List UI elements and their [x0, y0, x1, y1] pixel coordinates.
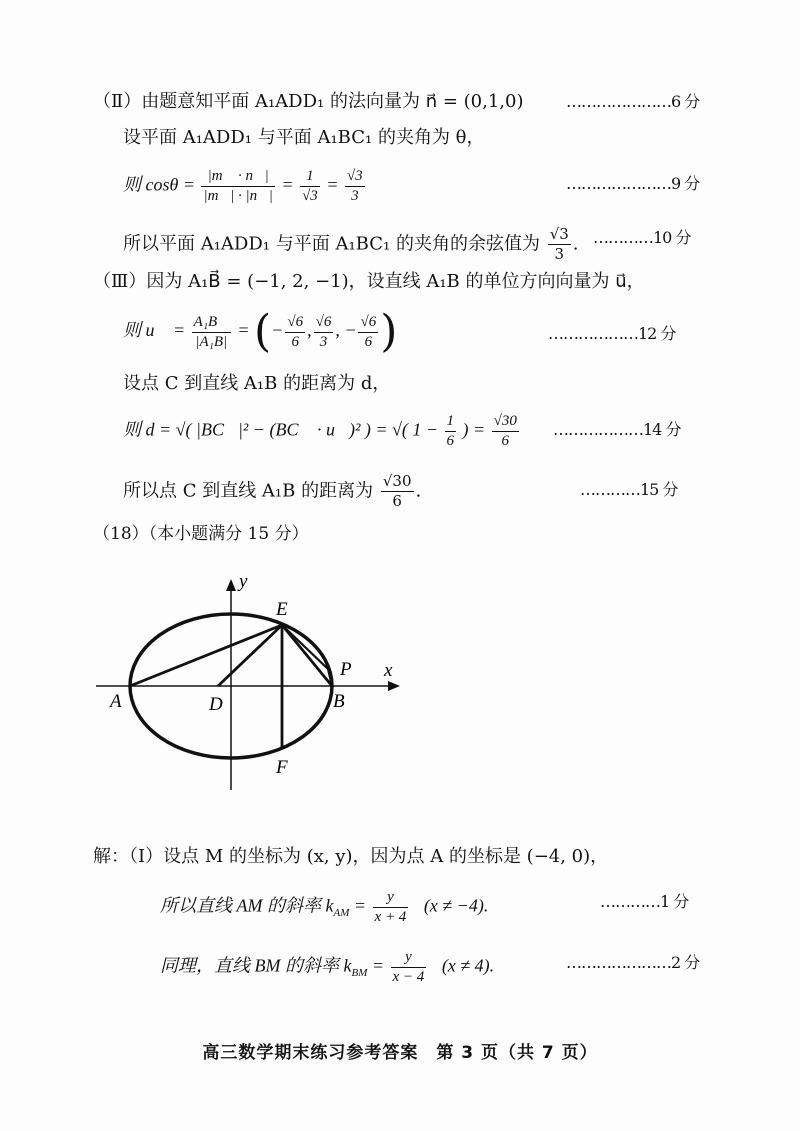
segment-AE	[130, 625, 282, 686]
part2-line-angle-def: 设平面 A₁ADD₁ 与平面 A₁BC₁ 的夹角为 θ，	[123, 127, 485, 148]
frac-den: 6	[501, 433, 510, 449]
label-x: x	[384, 660, 393, 681]
distance-frac	[445, 412, 457, 451]
label-A: A	[110, 691, 122, 712]
solution-slope-BM	[160, 948, 494, 987]
part3-conclusion: 所以点 C 到直线 A₁B 的距离为 $\frac{√30}{6}$ .	[123, 472, 422, 510]
conclusion-frac	[381, 472, 414, 511]
label-P: P	[340, 659, 352, 680]
slope-subscript: AM	[333, 907, 350, 920]
label-E: E	[276, 599, 288, 620]
part3-unit-vector: 则 u⃗ = $\frac{\text{A₁B⃗}}{\text{|A₁B|}}$ = (− $\frac{√6}{6}$ , $\frac{√6}{3}$ , − $\frac{√6}{6}$ )	[123, 306, 398, 357]
slope-prefix: 同理，直线 BM 的斜率 k	[160, 955, 352, 976]
component-3	[358, 313, 378, 352]
x-axis-arrow-icon	[388, 681, 400, 691]
score-10: …………10 分	[593, 228, 691, 247]
unit-vector-prefix: 则 u⃗ =	[123, 320, 186, 341]
score-2: …………………2 分	[566, 953, 700, 972]
q18-heading: （18）（本小题满分 15 分）	[93, 524, 309, 544]
cos-frac-1	[201, 167, 274, 206]
label-y: y	[239, 571, 248, 592]
part2-cos-formula: 则 cosθ = $\frac{|m⃗ \cdot n⃗|}{|m⃗| \cdot |n⃗|}$ = $\frac{1}{√3}$ = $\frac{√3}{3}$	[123, 168, 363, 204]
slope-condition: (x ≠ 4).	[441, 955, 495, 976]
frac-num: 1	[300, 167, 320, 187]
conclusion-text: 所以点 C 到直线 A₁B 的距离为	[123, 480, 374, 502]
solution-slope-AM	[160, 888, 488, 927]
score-1: …………1 分	[600, 892, 689, 911]
frac-den: 3	[554, 245, 565, 263]
frac-num: √30	[382, 472, 412, 490]
frac-num: y	[373, 888, 409, 908]
distance-mid: ) =	[462, 419, 486, 440]
part3-line-vector: （Ⅲ）因为 A₁B⃗ = (−1, 2, −1)，设直线 A₁B 的单位方向向量为 u⃗，	[93, 271, 645, 292]
conclusion-frac	[548, 225, 571, 264]
frac-num: y	[391, 948, 427, 968]
score-14: ………………14 分	[553, 420, 681, 439]
frac-den: 6	[446, 433, 455, 449]
frac-num: √3	[549, 225, 569, 243]
frac-num: √6	[314, 313, 334, 333]
frac-den: 3	[351, 188, 359, 204]
equals-sign: =	[371, 955, 385, 976]
label-F: F	[276, 757, 288, 778]
distance-prefix: 则 d = √( |BC⃗|² − (BC⃗ · u⃗)² ) = √( 1 −	[123, 419, 439, 440]
distance-result	[492, 412, 519, 451]
frac-den: x + 4	[374, 909, 407, 925]
frac-den: |m⃗| · |n⃗|	[203, 188, 273, 204]
component-2	[314, 313, 334, 352]
frac-num: 1	[445, 412, 457, 432]
ellipse-diagram	[88, 565, 408, 805]
label-B: B	[333, 691, 345, 712]
segment-EP	[282, 625, 328, 669]
part3-distance-def: 设点 C 到直线 A₁B 的距离为 d，	[123, 373, 391, 394]
frac-den: 3	[319, 333, 328, 350]
solution-line-1: 解：（Ⅰ）设点 M 的坐标为 (x, y)，因为点 A 的坐标是 (−4, 0)，	[93, 846, 609, 867]
slope-prefix: 所以直线 AM 的斜率 k	[160, 895, 334, 916]
slope-frac	[391, 948, 427, 987]
segment-DE	[218, 625, 282, 686]
slope-subscript: BM	[351, 967, 368, 980]
cos-prefix: 则 cosθ =	[123, 174, 195, 195]
frac-num: √6	[358, 313, 378, 333]
frac-den: |A₁B|	[195, 333, 228, 350]
score-6: …………………6 分	[566, 92, 700, 111]
equals-sign: =	[353, 895, 367, 916]
part2-conclusion: 所以平面 A₁ADD₁ 与平面 A₁BC₁ 的夹角的余弦值为 $\frac{√3}{3}$ .	[123, 225, 579, 263]
slope-condition: (x ≠ −4).	[423, 895, 489, 916]
frac-num: √6	[285, 313, 305, 333]
score-12: ………………12 分	[548, 324, 676, 343]
paren-close: )	[380, 306, 398, 357]
frac-num: |m⃗ · n⃗|	[201, 167, 274, 187]
slope-frac	[373, 888, 409, 927]
frac-den: 6	[291, 333, 299, 350]
part3-distance-formula	[123, 412, 521, 451]
cos-frac-2	[300, 167, 320, 206]
frac-den: 6	[364, 333, 373, 350]
score-9: …………………9 分	[566, 174, 700, 193]
frac-num: √30	[492, 412, 519, 432]
frac-num: A₁B⃗	[192, 313, 231, 333]
label-D: D	[209, 694, 223, 715]
frac-num: √3	[345, 167, 365, 187]
page-footer: 高三数学期末练习参考答案 第 3 页（共 7 页）	[202, 1043, 598, 1063]
paren-open: (	[254, 306, 272, 357]
cos-frac-3	[345, 167, 365, 206]
unit-vector-frac	[192, 313, 231, 352]
frac-den: √3	[302, 188, 318, 204]
frac-den: 6	[392, 492, 402, 510]
y-axis-arrow-icon	[226, 579, 236, 591]
conclusion-text: 所以平面 A₁ADD₁ 与平面 A₁BC₁ 的夹角的余弦值为	[123, 233, 540, 255]
component-1	[285, 313, 305, 352]
part2-line-normal-vector: （Ⅱ）由题意知平面 A₁ADD₁ 的法向量为 n⃗ = (0,1,0)	[93, 91, 524, 112]
frac-den: x − 4	[392, 969, 425, 985]
score-15: …………15 分	[580, 480, 678, 499]
